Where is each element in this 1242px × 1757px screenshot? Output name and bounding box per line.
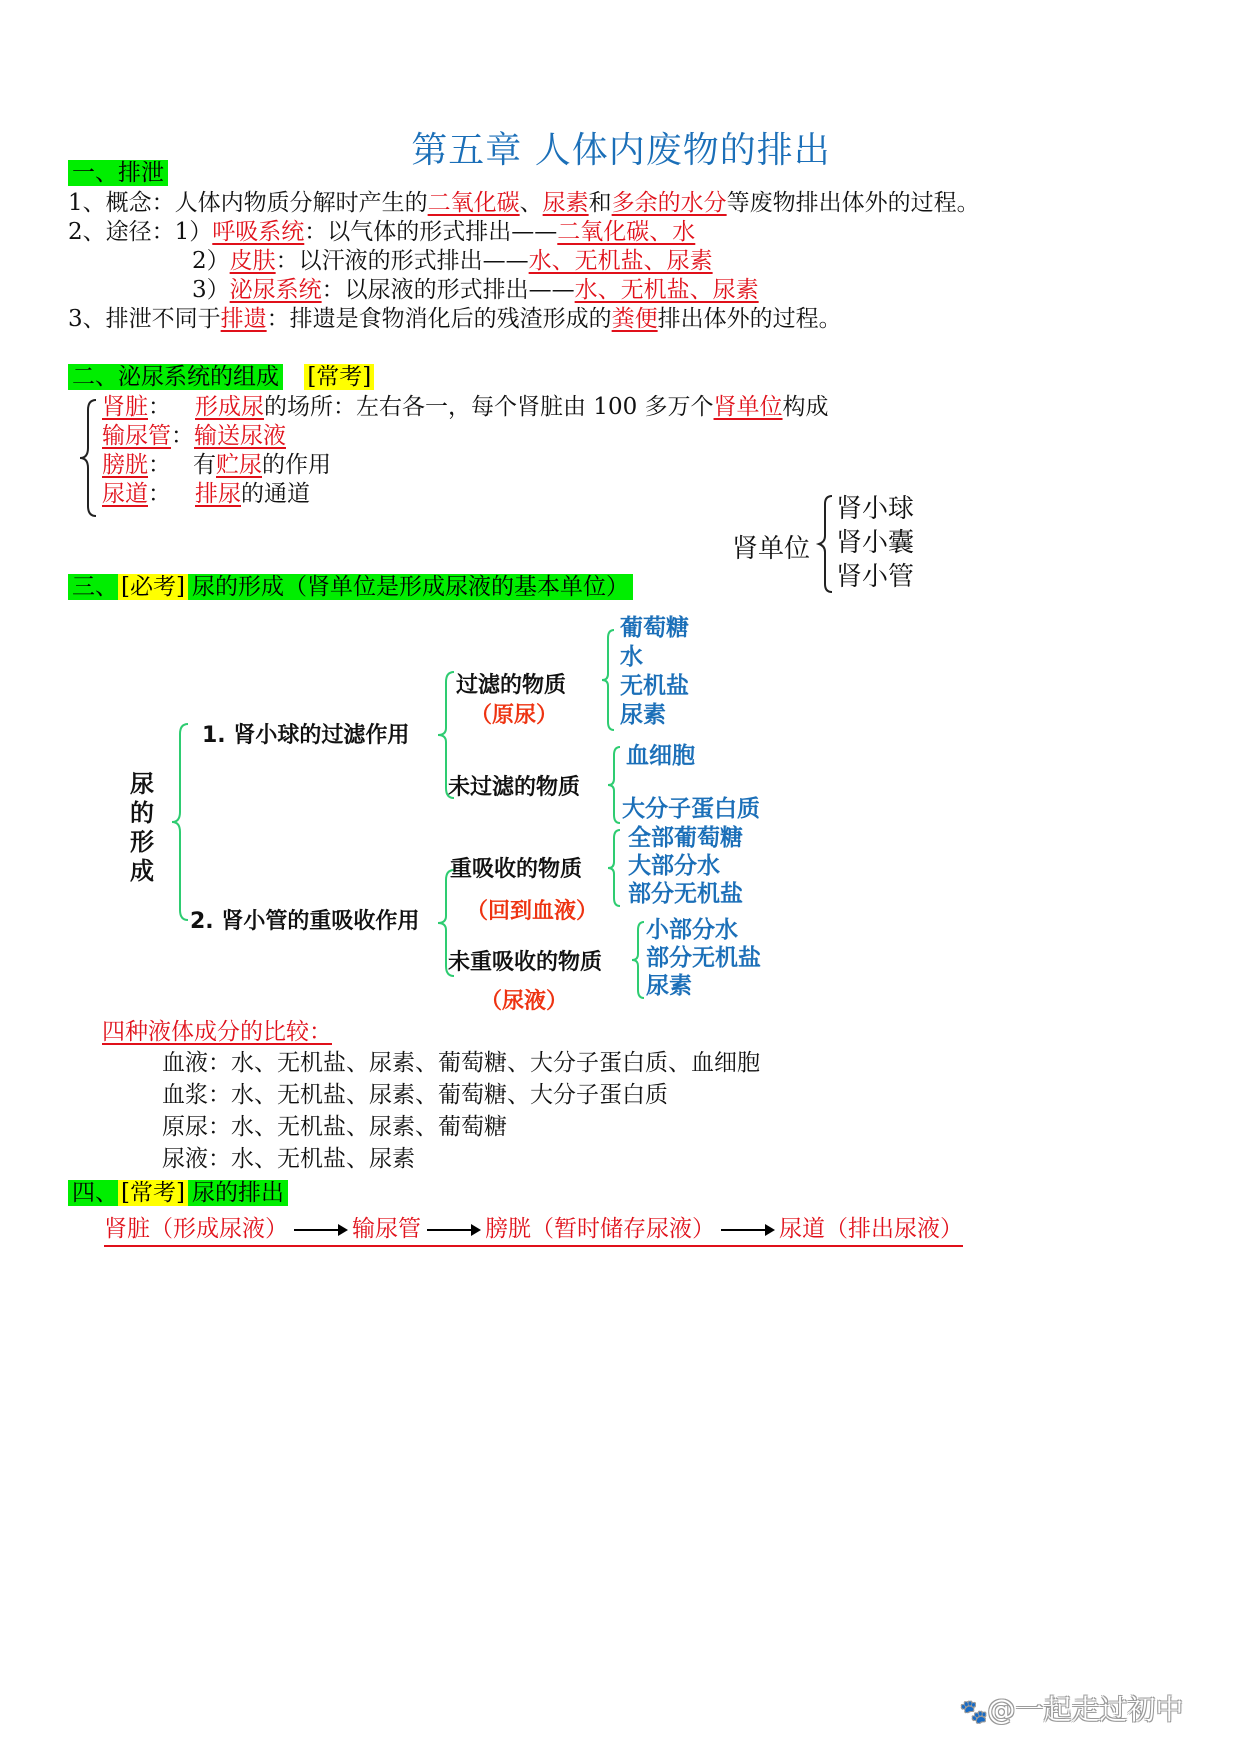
section3-heading (68, 572, 633, 602)
flow-step: 肾脏（形成尿液） (104, 1216, 288, 1242)
nephron-part: 肾小球 (836, 494, 915, 524)
watermark-text: @一起走过初中 (987, 1693, 1184, 1726)
keyword: 排遗 (220, 306, 267, 332)
flow-step: 膀胱（暂时储存尿液） (485, 1216, 715, 1242)
section3-prefix: 三、 (68, 574, 118, 600)
keyword: 排尿 (195, 481, 241, 507)
substance-item: 大部分水 (628, 853, 720, 879)
keyword: 贮尿 (216, 452, 262, 478)
not-reabsorbed-note: （尿液） (480, 989, 569, 1014)
diff-prefix: 3、排泄不同于 (68, 306, 221, 332)
route-num: 1） (174, 219, 213, 245)
filtered-items (620, 614, 689, 730)
branch-glomerulus: 1. 肾小球的过滤作用 (202, 723, 410, 748)
urinary-item-urethra (102, 478, 310, 510)
route-organ: 皮肤 (229, 248, 276, 274)
diff-mid: ：排遗是食物消化后的残渣形成的 (266, 306, 612, 332)
diff-line (68, 303, 842, 335)
substance-item: 小部分水 (646, 917, 738, 943)
not-reabsorbed-brace-icon (630, 920, 646, 1000)
unfiltered-item: 大分子蛋白质 (622, 796, 760, 822)
tree-root-brace-icon (168, 722, 192, 922)
filtered-brace-icon (600, 628, 616, 732)
route-products: 水、无机盐、尿素 (574, 277, 759, 303)
substance-item: 全部葡萄糖 (628, 825, 743, 851)
arrow-right-icon (294, 1229, 346, 1231)
concept-suffix: 等废物排出体外的过程。 (726, 190, 980, 216)
flow-step: 尿道（排出尿液） (779, 1216, 963, 1242)
section4-heading-text: 尿的排出 (188, 1180, 288, 1206)
concept-line (68, 187, 980, 219)
route-organ: 泌尿系统 (229, 277, 322, 303)
page-title: 第五章 人体内废物的排出 (411, 130, 831, 171)
nephron-brace-icon (818, 494, 834, 594)
paw-icon: 🐾 (960, 1700, 988, 1725)
reabsorbed-items (628, 824, 743, 908)
keyword: 二氧化碳 (427, 190, 520, 216)
organ-label: 尿道 (102, 481, 148, 507)
unfiltered-label: 未过滤的物质 (448, 775, 581, 800)
organ-label: 膀胱 (102, 452, 148, 478)
arrow-right-icon (721, 1229, 773, 1231)
organ-desc: 有 (193, 452, 216, 478)
colon: ： (148, 394, 171, 420)
organ-desc: 的作用 (262, 452, 331, 478)
substance-item: 部分无机盐 (628, 881, 743, 907)
section1-heading (68, 158, 168, 188)
nephron-parts (836, 492, 914, 594)
filtered-note: （原尿） (470, 703, 559, 728)
route-line-3 (192, 274, 759, 306)
required-tag: [必考] (118, 574, 188, 600)
tree-root-label: 尿的形成 (130, 770, 154, 885)
colon: ： (148, 452, 171, 478)
route-line-2 (192, 245, 713, 277)
route-num: 3） (192, 277, 230, 303)
unfiltered-brace-icon (606, 745, 622, 825)
keyword: 尿素 (542, 190, 589, 216)
route-organ: 呼吸系统 (212, 219, 305, 245)
organ-desc: 构成 (782, 394, 829, 420)
routes-prefix: 2、途径： (68, 219, 175, 245)
keyword: 多余的水分 (611, 190, 727, 216)
reabsorbed-brace-icon (606, 828, 622, 908)
branch-tubule: 2. 肾小管的重吸收作用 (190, 909, 420, 934)
filtered-label: 过滤的物质 (456, 673, 567, 698)
not-reabsorbed-items (646, 916, 761, 1000)
watermark (960, 1688, 1183, 1728)
not-reabsorbed-label: 未重吸收的物质 (448, 950, 603, 975)
separator: 、 (519, 190, 543, 216)
section2-heading-text: 二、泌尿系统的组成 (68, 364, 283, 390)
unfiltered-item: 血细胞 (626, 743, 695, 769)
substance-item: 水 (620, 644, 643, 670)
keyword: 肾单位 (713, 394, 783, 420)
route-products: 水、无机盐、尿素 (528, 248, 713, 274)
compare-row: 血浆：水、无机盐、尿素、葡萄糖、大分子蛋白质 (162, 1082, 668, 1108)
section3-heading-text: 尿的形成（肾单位是形成尿液的基本单位） (188, 574, 633, 600)
substance-item: 部分无机盐 (646, 945, 761, 971)
substance-item: 尿素 (620, 702, 666, 728)
route-products: 二氧化碳、水 (557, 219, 696, 245)
diff-suffix: 排出体外的过程。 (657, 306, 842, 332)
urinary-item-kidney (102, 391, 829, 423)
organ-desc: 的通道 (241, 481, 310, 507)
route-line-1 (68, 216, 695, 248)
compare-row: 血液：水、无机盐、尿素、葡萄糖、大分子蛋白质、血细胞 (162, 1050, 760, 1076)
keyword: 输送尿液 (194, 423, 286, 449)
section2-heading (68, 362, 374, 392)
colon: ： (148, 481, 171, 507)
organ-desc: 的场所：左右各一，每个肾脏由 100 多万个 (264, 394, 714, 420)
flow-step: 输尿管 (352, 1216, 421, 1242)
section1-heading-text: 一、排泄 (68, 160, 168, 186)
separator: 和 (588, 190, 612, 216)
route-num: 2） (192, 248, 230, 274)
route-desc: ：以尿液的形式排出—— (321, 277, 575, 303)
compare-row: 尿液：水、无机盐、尿素 (162, 1146, 415, 1172)
reabsorbed-note: （回到血液） (466, 899, 599, 924)
nephron-label: 肾单位 (732, 534, 811, 564)
substance-item: 尿素 (646, 973, 692, 999)
organ-label: 输尿管 (102, 423, 171, 449)
frequent-tag: [常考] (304, 364, 374, 390)
compare-row: 原尿：水、无机盐、尿素、葡萄糖 (162, 1114, 507, 1140)
left-brace-icon (78, 398, 98, 518)
substance-item: 无机盐 (620, 673, 689, 699)
compare-heading: 四种液体成分的比较： (102, 1019, 332, 1045)
frequent-tag: [常考] (118, 1180, 188, 1206)
reabsorbed-label: 重吸收的物质 (450, 857, 583, 882)
section4-heading (68, 1178, 288, 1208)
arrow-right-icon (427, 1229, 479, 1231)
urinary-item-ureter (102, 420, 286, 452)
excretion-flow (104, 1210, 963, 1247)
keyword: 粪便 (611, 306, 658, 332)
nephron-part: 肾小管 (836, 562, 915, 592)
substance-item: 葡萄糖 (620, 615, 689, 641)
section4-prefix: 四、 (68, 1180, 118, 1206)
keyword: 形成尿 (195, 394, 264, 420)
route-desc: ：以汗液的形式排出—— (275, 248, 529, 274)
concept-prefix: 1、概念：人体内物质分解时产生的 (68, 190, 428, 216)
urinary-item-bladder (102, 449, 331, 481)
colon: ： (171, 423, 194, 449)
organ-label: 肾脏 (102, 394, 148, 420)
compare-list (162, 1047, 760, 1175)
nephron-part: 肾小囊 (836, 528, 915, 558)
route-desc: ：以气体的形式排出—— (304, 219, 558, 245)
